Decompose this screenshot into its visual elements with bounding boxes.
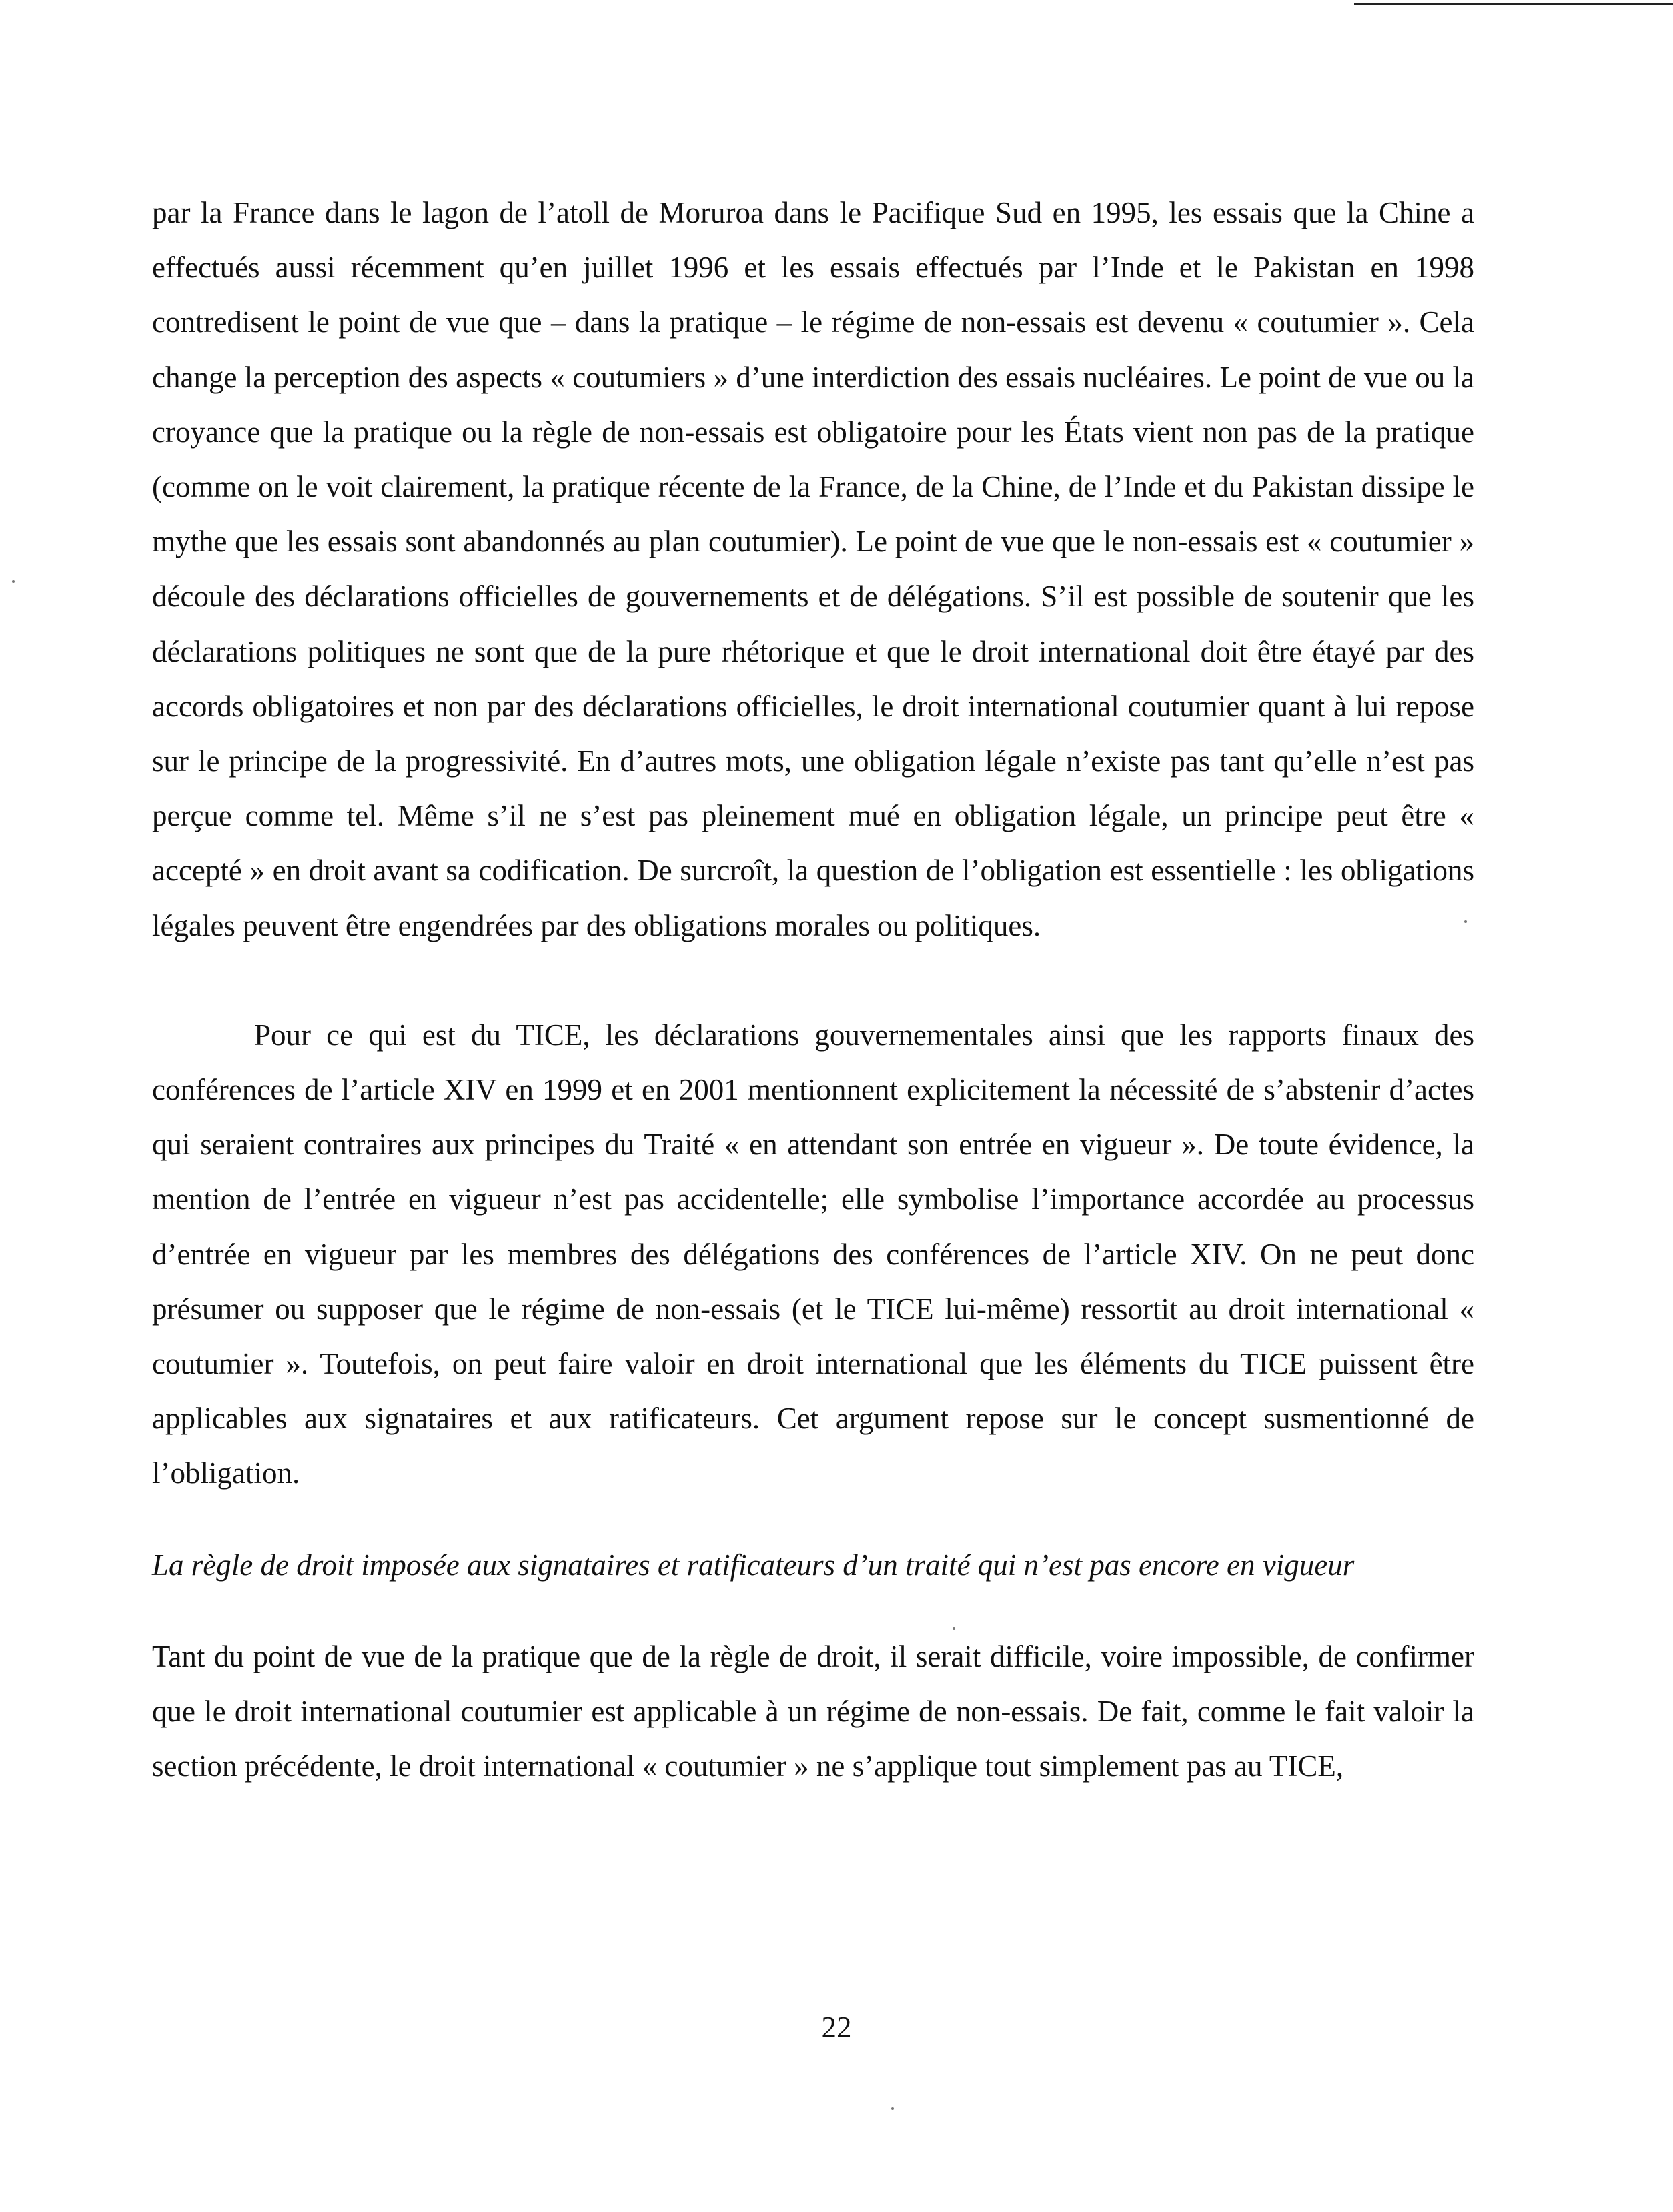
scan-speck	[1464, 920, 1467, 923]
paragraph-2: Pour ce qui est du TICE, les déclarations gouvernementales ainsi que les rapports finaux des conférences de l’article XIV en 1999 et en 2001 mentionnent explicitement la nécessité de s’abstenir d’actes qui seraient contraires aux principes du Traité « en attendant son entrée en vigueur ». De toute évidence, la mention de l’entrée en vigueur n’est pas accidentelle; elle symbolise l’importance accordée au processus d’entrée en vigueur par les membres des délégations des conférences de l’article XIV. On ne peut donc présumer ou supposer que le régime de non-essais (et le TICE lui-même) ressortit au droit international « coutumier ». Toutefois, on peut faire valoir en droit international que les éléments du TICE puissent être applicables aux signataires et aux ratificateurs. Cet argument repose sur le concept susmentionné de l’obligation.	[152, 1018, 1474, 1490]
scan-speck	[12, 580, 15, 583]
section-heading: La règle de droit imposée aux signataires et ratificateurs d’un traité qui n’est pas encore en vigueur	[152, 1548, 1355, 1582]
paragraph-3: Tant du point de vue de la pratique que de la règle de droit, il serait difficile, voire impossible, de confirmer que le droit international coutumier est applicable à un régime de non-essais. De fait, comme le fait valoir la section précédente, le droit international « coutumier » ne s’applique tout simplement pas au TICE,	[152, 1639, 1474, 1783]
page-number: 22	[821, 2011, 852, 2044]
scan-speck	[891, 2107, 894, 2110]
top-scan-rule	[1354, 3, 1673, 5]
scan-speck	[953, 1627, 955, 1630]
page-body	[152, 185, 1474, 1793]
paragraph-1: par la France dans le lagon de l’atoll de Moruroa dans le Pacifique Sud en 1995, les essais que la Chine a effectués aussi récemment qu’en juillet 1996 et les essais effectués par l’Inde et le Pakistan en 1998 contredisent le point de vue que – dans la pratique – le régime de non-essais est devenu « coutumier ». Cela change la perception des aspects « coutumiers » d’une interdiction des essais nucléaires. Le point de vue ou la croyance que la pratique ou la règle de non-essais est obligatoire pour les États vient non pas de la pratique (comme on le voit clairement, la pratique récente de la France, de la Chine, de l’Inde et du Pakistan dissipe le mythe que les essais sont abandonnés au plan coutumier). Le point de vue que le non-essais est « coutumier » découle des déclarations officielles de gouvernements et de délégations. S’il est possible de soutenir que les déclarations politiques ne sont que de la pure rhétorique et que le droit international doit être étayé par des accords obligatoires et non par des déclarations officielles, le droit international coutumier quant à lui repose sur le principe de la progressivité. En d’autres mots, une obligation légale n’existe pas tant qu’elle n’est pas perçue comme tel. Même s’il ne s’est pas pleinement mué en obligation légale, un principe peut être « accepté » en droit avant sa codification. De surcroît, la question de l’obligation est essentielle : les obligations légales peuvent être engendrées par des obligations morales ou politiques.	[152, 196, 1474, 942]
